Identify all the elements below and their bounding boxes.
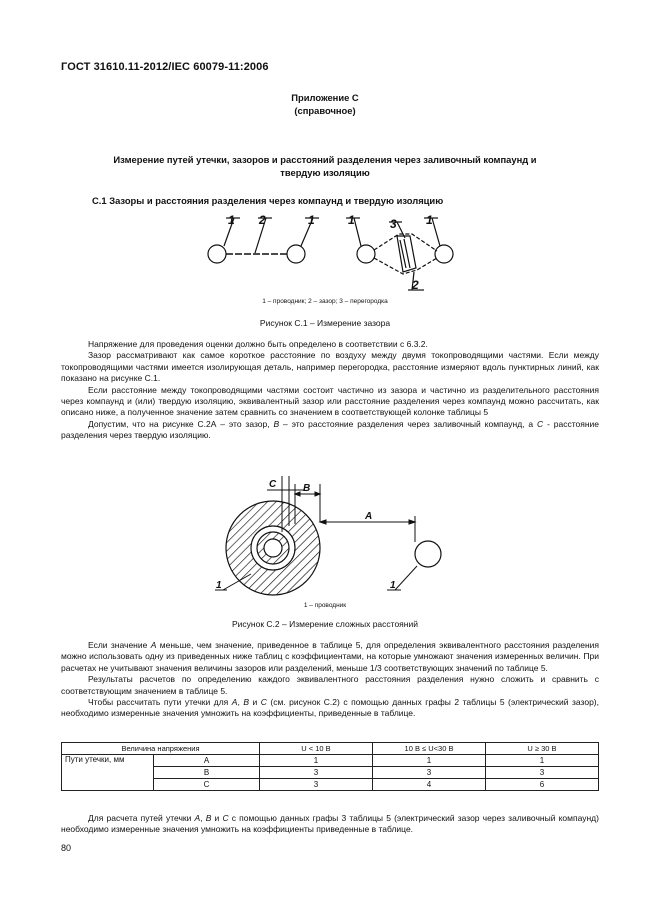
key-cell: А — [154, 755, 260, 767]
value-cell: 3 — [486, 767, 599, 779]
label-3: 3 — [390, 217, 397, 231]
figure-c2-legend: 1 – проводник — [303, 602, 347, 609]
figure-c1-legend: 1 – проводник; 2 – зазор; 3 – перегородка — [262, 298, 388, 305]
header-cell: Величина напряжения — [62, 743, 260, 755]
figure-c2-caption: Рисунок С.2 – Измерение сложных расстояний — [232, 619, 418, 629]
value-cell: 4 — [373, 779, 486, 791]
paragraph: Чтобы рассчитать пути утечки для А, В и С (см. рисунок С.2) с помощью данных графы 2 таблицы 5 (электрический зазор), необходимо измеренные значения умножить на коэффициенты, приведенные в таблице. — [61, 697, 599, 719]
label-1: 1 — [308, 213, 315, 227]
label-1: 1 — [426, 213, 433, 227]
text-block-3 — [61, 813, 599, 836]
paragraph: Напряжение для проведения оценки должно быть определено в соответствии с 6.3.2. — [88, 339, 428, 349]
table-header-row — [62, 743, 599, 755]
conductor-circle — [287, 245, 305, 263]
label-1: 1 — [390, 580, 396, 591]
conductor-circle — [435, 245, 453, 263]
paragraph: Если расстояние между токопроводящими частями состоит частично из зазора и частично из разделительного расстояния через компаунд и (или) твердую изоляцию, эквивалентный зазор или расстояние разделения через компаунд можно рассчитать, как описано ниже, а полученное значение затем сравнить со значением в соответствующей колонке таблицы 5 — [61, 384, 599, 418]
header-cell: U < 10 В — [260, 743, 373, 755]
main-title-line2: твердую изоляцию — [280, 167, 370, 178]
figure-c2 — [205, 462, 465, 600]
label-1: 1 — [228, 213, 235, 227]
document-header: ГОСТ 31610.11-2012/IEC 60079-11:2006 — [61, 61, 269, 73]
leader-line — [432, 218, 440, 246]
coefficients-table — [61, 742, 599, 791]
figure-c1-caption: Рисунок С.1 – Измерение зазора — [259, 318, 391, 328]
key-cell: С — [154, 779, 260, 791]
row-label-cell: Пути утечки, мм — [62, 755, 154, 791]
leader-line — [354, 218, 361, 246]
table-row — [62, 755, 599, 767]
value-cell: 6 — [486, 779, 599, 791]
appendix-title: Приложение С — [291, 92, 359, 103]
value-cell: 1 — [373, 755, 486, 767]
main-title-line1: Измерение путей утечки, зазоров и расстояний разделения через заливочный компаунд и — [113, 154, 537, 165]
key-cell: В — [154, 767, 260, 779]
label-a: A — [365, 511, 373, 522]
section-heading: С.1 Зазоры и расстояния разделения через компаунд и твердую изоляцию — [92, 195, 444, 206]
conductor-circle — [415, 541, 441, 567]
value-cell: 3 — [373, 767, 486, 779]
paragraph: Для расчета путей утечки А, В и С с помощью данных графы 3 таблицы 5 (электрический зазор через заливочный компаунд) необходимо измеренные значения умножить на коэффициенты приведенные в таблице. — [61, 813, 599, 835]
appendix-subtitle: (справочное) — [294, 105, 356, 116]
value-cell: 1 — [486, 755, 599, 767]
header-cell: U ≥ 30 В — [486, 743, 599, 755]
conductor-circle — [264, 539, 282, 557]
paragraph: Результаты расчетов по определению каждого эквивалентного расстояния разделения нужно сложить и сравнить с соответствующим значением в таблице 5. — [61, 674, 599, 696]
header-cell: 10 В ≤ U<30 В — [373, 743, 486, 755]
label-b: B — [303, 483, 311, 494]
value-cell: 1 — [260, 755, 373, 767]
label-1: 1 — [216, 580, 222, 591]
conductor-circle — [357, 245, 375, 263]
text-block-2 — [61, 640, 599, 720]
value-cell: 3 — [260, 767, 373, 779]
page-number: 80 — [61, 843, 72, 853]
label-1: 1 — [348, 213, 355, 227]
figure-c1 — [200, 210, 470, 305]
value-cell: 3 — [260, 779, 373, 791]
label-2: 2 — [412, 278, 419, 292]
paragraph: Допустим, что на рисунке С.2А – это зазор, В – это расстояние разделения через заливочный компаунд, а С - расстояние разделения через твердую изоляцию. — [61, 418, 599, 441]
paragraph: Зазор рассматривают как самое короткое расстояние по воздуху между двумя токопроводящими частями. Если между токопроводящими частями имеется изолирующая деталь, например перегородка, расстояние измеряют вдоль пунктирных линий, как показано на рисунке С.1. — [61, 350, 599, 384]
leader-line — [395, 566, 417, 590]
label-2: 2 — [259, 213, 266, 227]
paragraph: Если значение А меньше, чем значение, приведенное в таблице 5, для определения эквивалентного расстояния разделения можно использовать одну из приведенных ниже таблиц с коэффициентами, на которые умножают значения измеренных величин. При расчетах не учитывают значения величины зазоров или разделений, меньше 1/3 соответствующих значений по таблице 5. — [61, 640, 600, 673]
conductor-circle — [208, 245, 226, 263]
text-block-1 — [61, 339, 599, 442]
label-c: C — [269, 479, 277, 490]
